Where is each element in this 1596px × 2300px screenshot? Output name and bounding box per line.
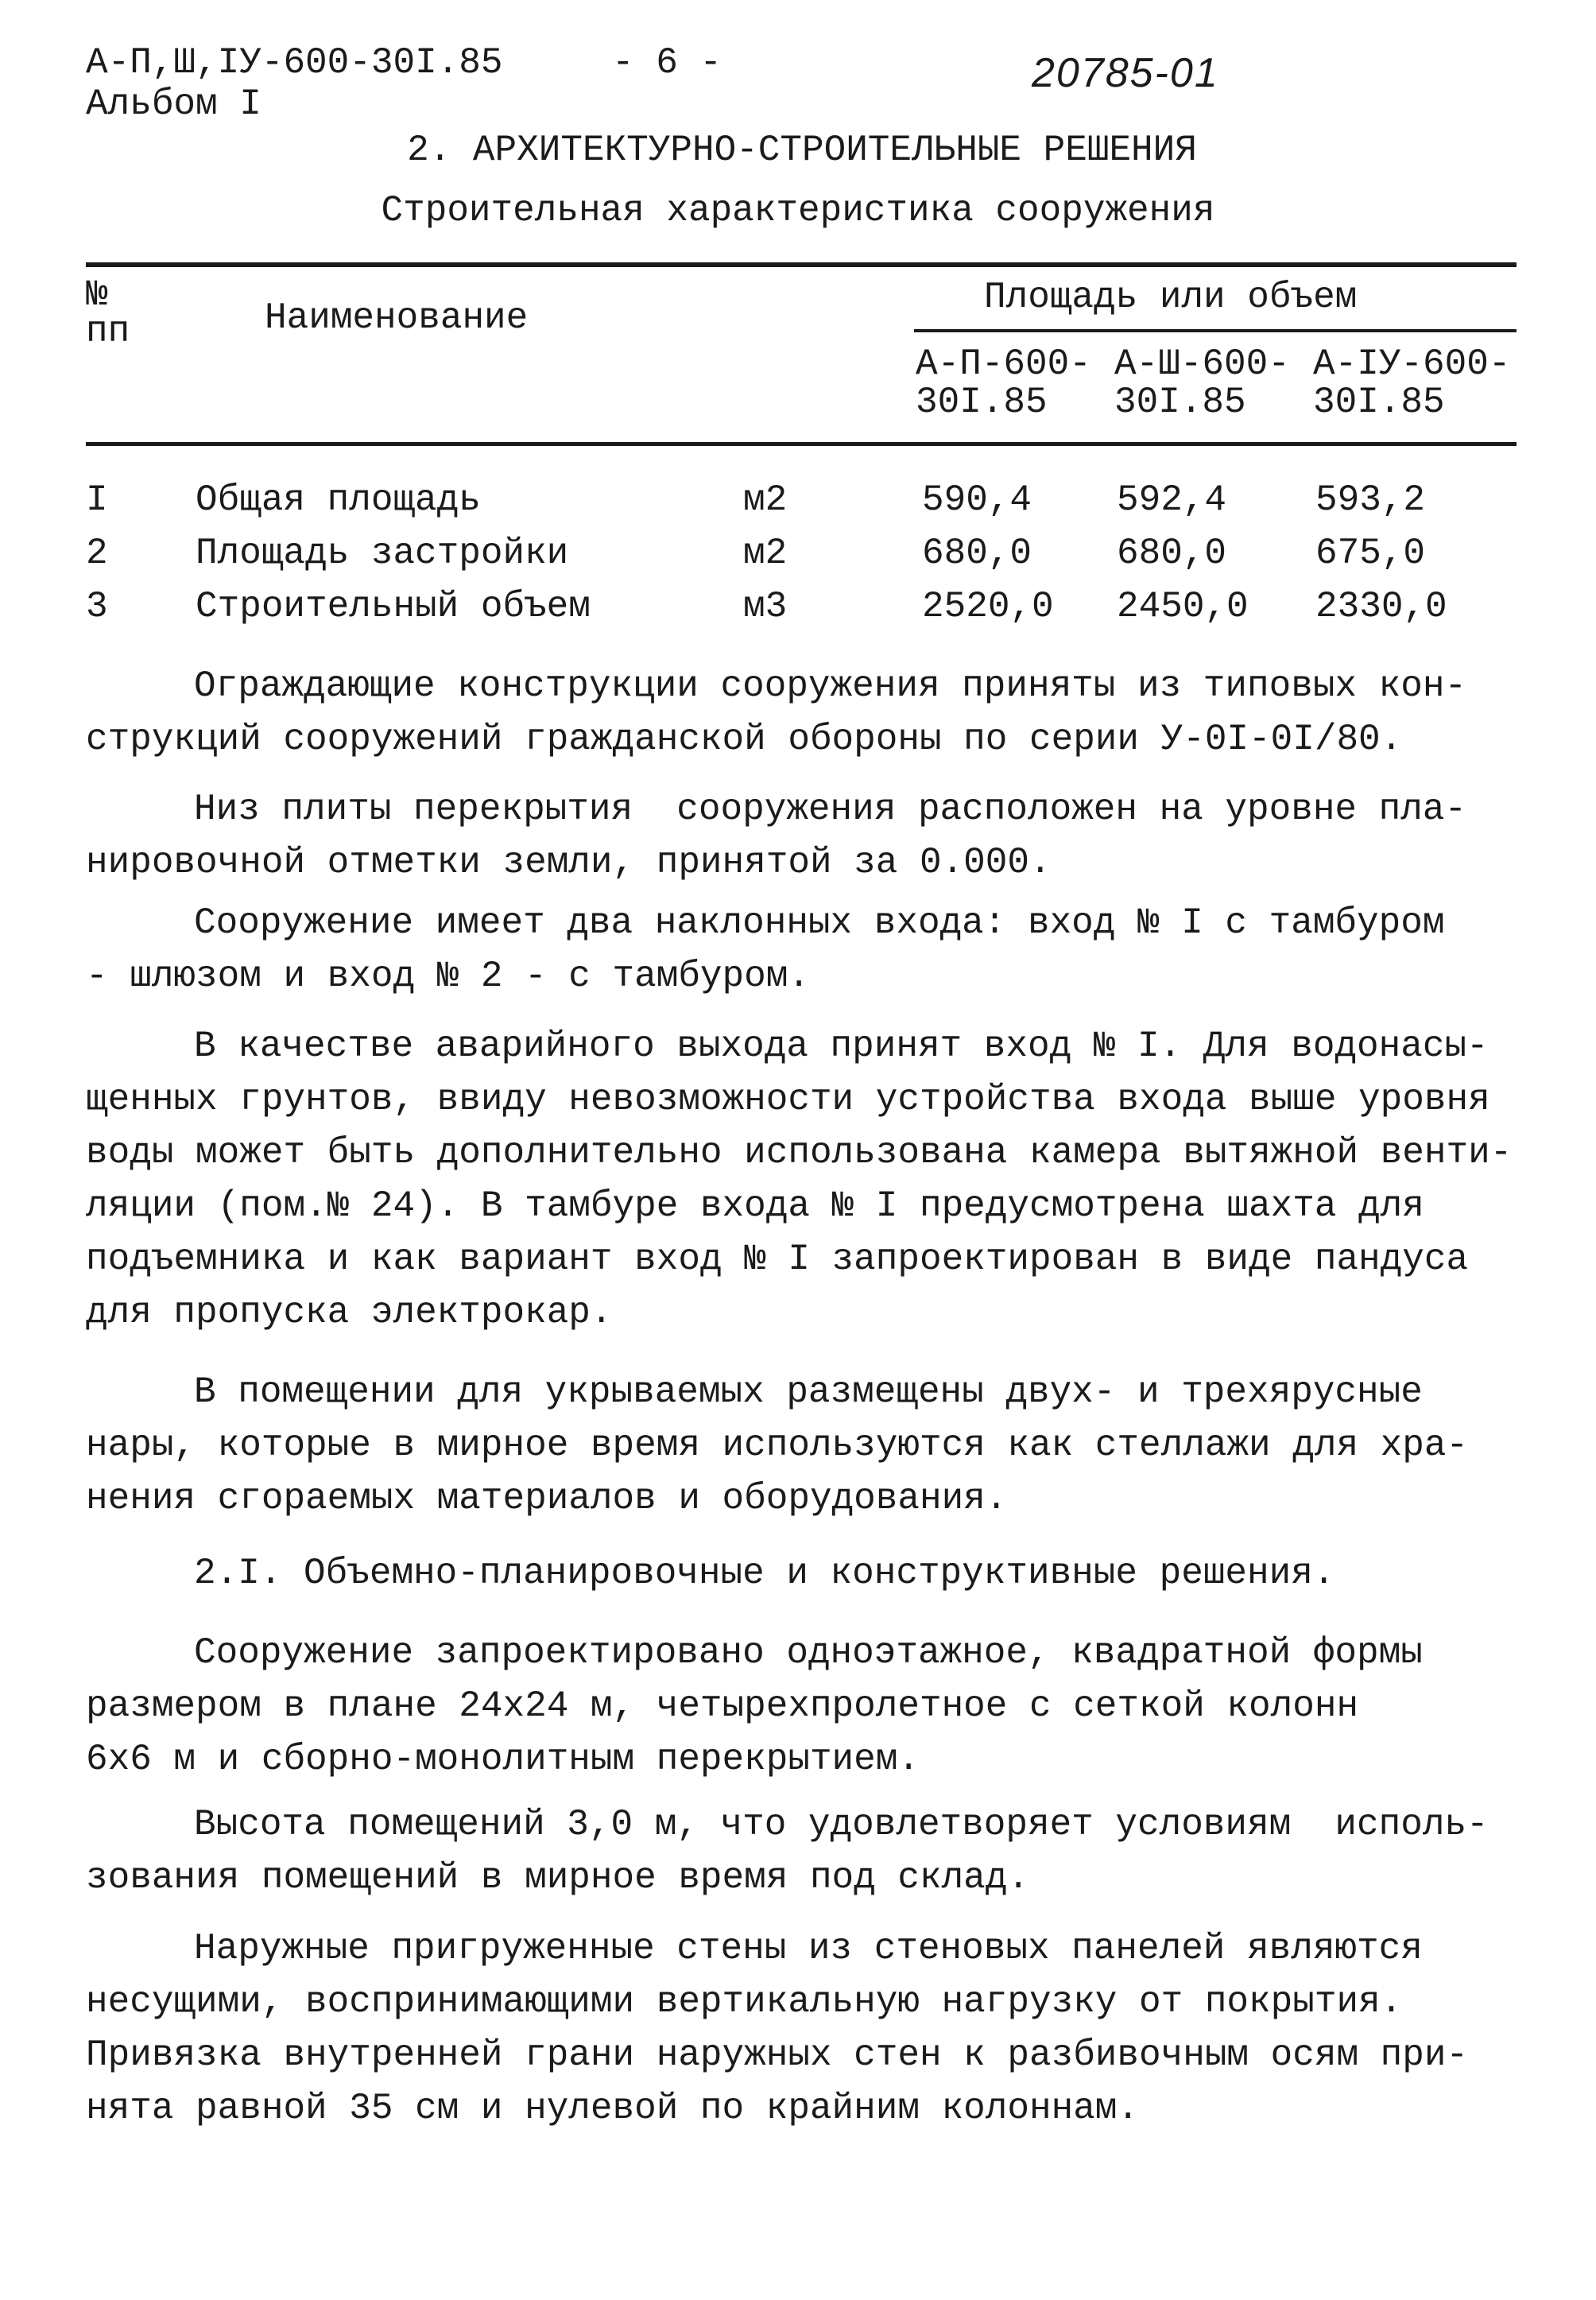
project-3-line1: А-IУ-600- [1313,343,1511,385]
text-line-content: 2.I. Объемно-планировочные и конструктивные решения. [194,1553,1335,1594]
text-line [86,897,1517,950]
text-line [86,1627,1517,1680]
row-unit: м3 [743,586,788,627]
document-code: А-П,Ш,IУ-600-30I.85 [86,42,503,83]
row-name: Площадь застройки [196,533,569,574]
col-header-area: Площадь или объем [984,277,1358,318]
handwritten-doc-number: 20785-01 [1032,50,1219,96]
text-line: нения сгораемых материалов и оборудования. [86,1478,1008,1519]
text-line: размером в плане 24х24 м, четырехпролетное с сеткой колонн [86,1685,1359,1727]
col-header-number-line2: пп [86,311,130,352]
row-unit: м2 [743,479,788,521]
text-line: для пропуска электрокар. [86,1292,613,1333]
row-value-project-1: 2520,0 [922,586,1054,627]
text-line [86,1547,1517,1600]
row-name: Общая площадь [196,479,481,521]
paragraph-room-height [86,1798,1517,1905]
text-line-content: Высота помещений 3,0 м, что удовлетворяет условиям исполь- [194,1804,1489,1845]
row-value-project-3: 675,0 [1315,533,1426,574]
text-line: воды может быть дополнительно использована камера вытяжной венти- [86,1132,1513,1173]
row-value-project-1: 680,0 [922,533,1032,574]
text-line [86,1922,1517,1976]
paragraph-building-shape [86,1627,1517,1786]
project-column-3 [1313,345,1510,421]
text-line: несущими, воспринимающими вертикальную нагрузку от покрытия. [86,1981,1403,2023]
paragraph-enclosing-structures [86,660,1517,766]
project-1-line2: 30I.85 [916,382,1048,423]
text-line [86,1366,1517,1419]
text-line: струкций сооружений гражданской обороны по серии У-0I-0I/80. [86,719,1403,760]
paragraph-emergency-exit [86,1020,1517,1340]
text-line-content: Низ плиты перекрытия сооружения расположен на уровне пла- [194,789,1467,830]
col-header-name: Наименование [265,297,529,339]
text-line [86,783,1517,836]
text-line: нята равной 35 см и нулевой по крайним колоннам. [86,2088,1140,2129]
text-line-content: Сооружение имеет два наклонных входа: вход № I с тамбуром [194,902,1445,944]
text-line: щенных грунтов, ввиду невозможности устройства входа выше уровня [86,1079,1490,1120]
project-2-line1: А-Ш-600- [1114,343,1290,385]
text-line: 6х6 м и сборно-монолитным перекрытием. [86,1739,920,1780]
row-value-project-2: 680,0 [1117,533,1227,574]
text-line: ляции (пом.№ 24). В тамбуре входа № I предусмотрена шахта для [86,1185,1424,1227]
project-2-line2: 30I.85 [1114,382,1246,423]
row-value-project-1: 590,4 [922,479,1032,521]
row-value-project-3: 2330,0 [1315,586,1447,627]
text-line-content: Наружные пригруженные стены из стеновых панелей являются [194,1928,1423,1969]
page-number: - 6 - [612,42,722,83]
project-1-line1: А-П-600- [916,343,1091,385]
col-header-number-line1: № [86,274,108,316]
table-top-rule [86,262,1517,267]
row-value-project-3: 593,2 [1315,479,1426,521]
row-unit: м2 [743,533,788,574]
text-line: нары, которые в мирное время используются как стеллажи для хра- [86,1425,1469,1466]
row-value-project-2: 592,4 [1117,479,1227,521]
row-number: 3 [86,586,108,627]
text-line [86,1798,1517,1852]
text-line: нировочной отметки земли, принятой за 0.000. [86,842,1052,883]
row-value-project-2: 2450,0 [1117,586,1249,627]
text-line-content: В качестве аварийного выхода принят вход № I. Для водонасы- [194,1026,1489,1067]
text-line [86,1020,1517,1073]
table-header-rule [86,442,1517,446]
album-label: Альбом I [86,83,261,125]
text-line-content: В помещении для укрываемых размещены двух- и трехярусные [194,1371,1423,1413]
text-line: - шлюзом и вход № 2 - с тамбуром. [86,956,810,997]
area-header-rule [914,329,1517,332]
col-header-number [86,274,130,352]
project-3-line2: 30I.85 [1313,382,1445,423]
paragraph-entrances [86,897,1517,1003]
section-subtitle: Строительная характеристика сооружения [381,190,1215,231]
text-line [86,660,1517,713]
project-column-1 [916,345,1091,421]
section-title: 2. АРХИТЕКТУРНО-СТРОИТЕЛЬНЫЕ РЕШЕНИЯ [407,130,1197,171]
row-number: 2 [86,533,108,574]
paragraph-slab-level [86,783,1517,890]
paragraph-external-walls [86,1922,1517,2135]
row-name: Строительный объем [196,586,591,627]
row-number: I [86,479,108,521]
text-line-content: Сооружение запроектировано одноэтажное, квадратной формы [194,1632,1423,1674]
subsection-heading [86,1547,1517,1600]
text-line: зования помещений в мирное время под склад. [86,1857,1029,1899]
paragraph-bunks [86,1366,1517,1526]
text-line: Привязка внутренней грани наружных стен к разбивочным осям при- [86,2034,1469,2076]
text-line-content: Ограждающие конструкции сооружения приняты из типовых кон- [194,665,1467,707]
project-column-2 [1114,345,1290,421]
text-line: подъемника и как вариант вход № I запроектирован в виде пандуса [86,1239,1469,1280]
